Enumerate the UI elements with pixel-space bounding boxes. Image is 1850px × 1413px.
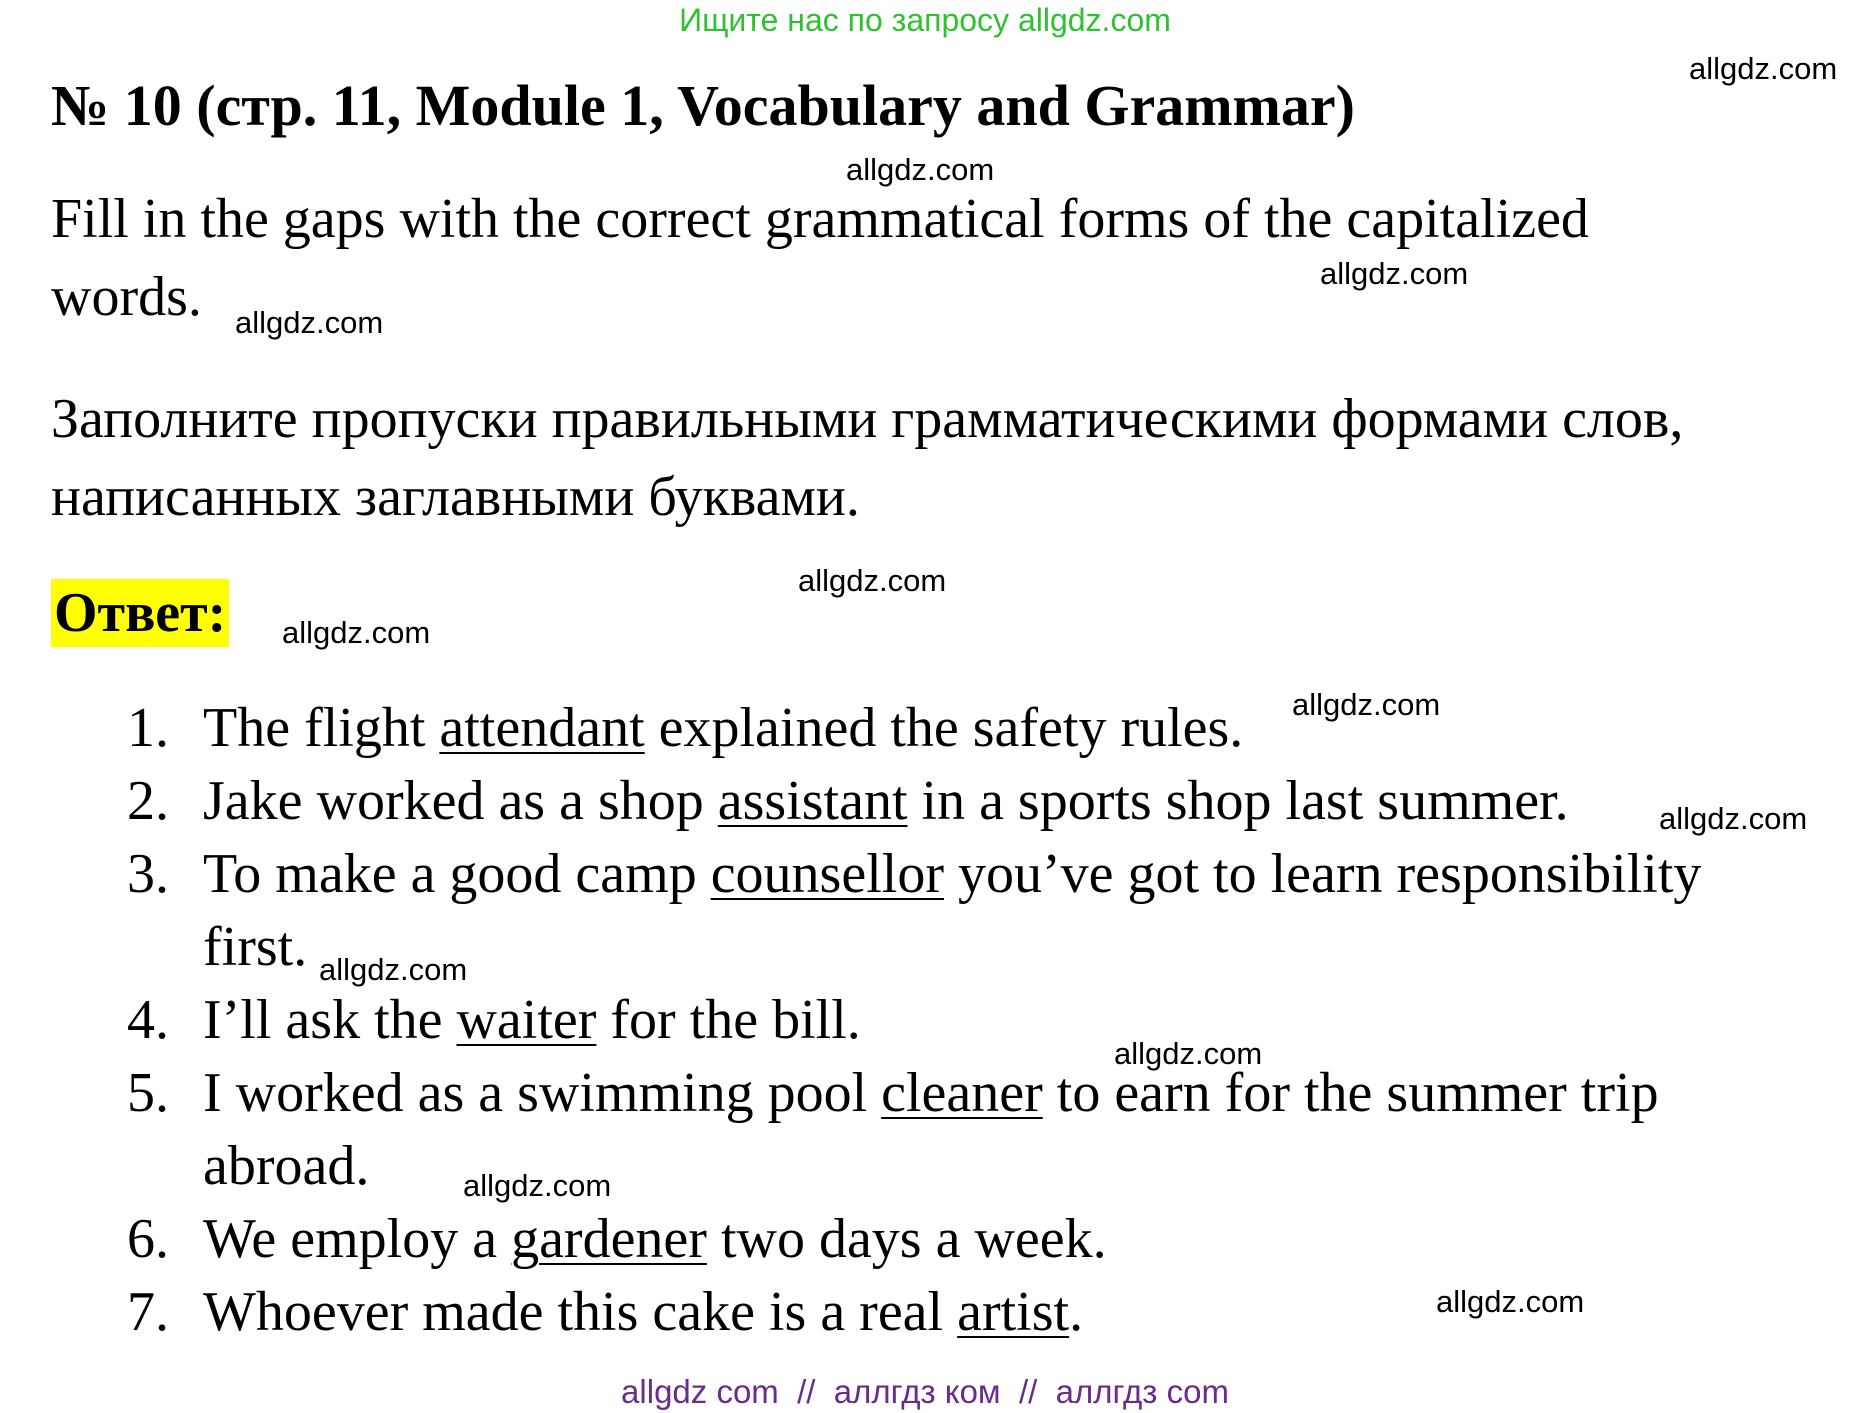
answer-word: artist	[957, 1281, 1070, 1343]
exercise-title: № 10 (стр. 11, Module 1, Vocabulary and Grammar)	[51, 73, 1355, 138]
list-item	[51, 1057, 1811, 1203]
item-number: 5.	[127, 1062, 169, 1124]
answer-word: waiter	[456, 989, 597, 1051]
sentence-end: two days a week.	[706, 1208, 1107, 1270]
sentence-end: you’ve got to learn responsibility first.	[203, 843, 1702, 978]
answer-word: gardener	[511, 1208, 707, 1270]
instruction-russian: Заполните пропуски правильными грамматическими формами слов, написанных заглавными буквами.	[51, 388, 1684, 528]
watermark: allgdz.com	[846, 152, 995, 187]
promo-banner: Ищите нас по запросу allgdz.com	[679, 2, 1171, 38]
answer-word: attendant	[439, 697, 645, 759]
item-number: 1.	[127, 697, 169, 759]
sentence-end: explained the safety rules.	[644, 697, 1244, 759]
watermark: allgdz.com	[798, 563, 947, 598]
list-item	[51, 984, 1811, 1057]
answer-label: Ответ:	[51, 579, 229, 647]
sentence-start: I worked as a swimming pool	[203, 1062, 882, 1124]
answer-word: assistant	[717, 770, 908, 832]
sentence-start: To make a good camp	[203, 843, 711, 905]
watermark: allgdz.com	[463, 1168, 612, 1203]
sentence-start: I’ll ask the	[203, 989, 457, 1051]
sentence-end: .	[1069, 1281, 1084, 1343]
item-number: 4.	[127, 989, 169, 1051]
sentence-end: to earn for the summer trip abroad.	[203, 1062, 1659, 1197]
list-item	[51, 692, 1811, 765]
footer-watermark: allgdz com // аллгдз ком // аллгдз com	[621, 1373, 1229, 1410]
sentence-end: for the bill.	[596, 989, 861, 1051]
watermark: allgdz.com	[235, 305, 384, 340]
item-number: 3.	[127, 843, 169, 905]
watermark: allgdz.com	[1436, 1284, 1585, 1319]
watermark: allgdz.com	[1292, 687, 1441, 722]
item-number: 2.	[127, 770, 169, 832]
instruction-english: Fill in the gaps with the correct grammatical forms of the capitalized words.	[51, 188, 1589, 328]
answers-list	[51, 692, 1811, 1349]
sentence-start: Jake worked as a shop	[203, 770, 718, 832]
list-item	[51, 1203, 1811, 1276]
answer-word: counsellor	[710, 843, 944, 905]
watermark: allgdz.com	[1689, 51, 1838, 86]
watermark: allgdz.com	[1114, 1036, 1263, 1071]
watermark: allgdz.com	[1320, 256, 1469, 291]
watermark: allgdz.com	[319, 952, 468, 987]
answer-word: cleaner	[881, 1062, 1043, 1124]
watermark: allgdz.com	[1659, 801, 1808, 836]
sentence-start: We employ a	[203, 1208, 512, 1270]
item-number: 7.	[127, 1281, 169, 1343]
list-item	[51, 838, 1811, 984]
sentence-start: Whoever made this cake is a real	[203, 1281, 958, 1343]
sentence-start: The flight	[203, 697, 440, 759]
list-item	[51, 765, 1811, 838]
sentence-end: in a sports shop last summer.	[907, 770, 1569, 832]
item-number: 6.	[127, 1208, 169, 1270]
watermark: allgdz.com	[282, 615, 431, 650]
